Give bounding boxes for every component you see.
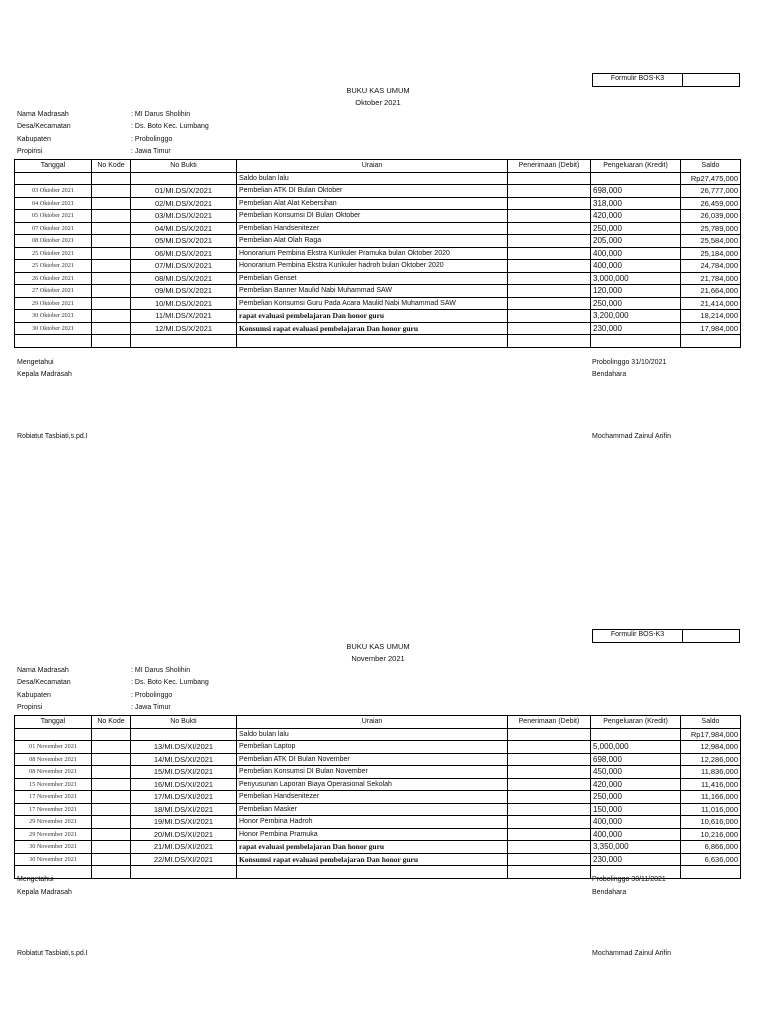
table-row — [15, 841, 741, 854]
cell-bukti: 07/MI.DS/X/2021 — [131, 260, 237, 273]
cell-date: 08 November 2021 — [15, 766, 92, 779]
cell-bukti: 22/MI.DS/XI/2021 — [131, 853, 237, 866]
cell-kode — [92, 322, 131, 335]
cell-kredit: 250,000 — [591, 222, 681, 235]
cell-bukti: 08/MI.DS/X/2021 — [131, 272, 237, 285]
table-row — [15, 247, 741, 260]
cell-date: 04 Oktober 2021 — [15, 197, 92, 210]
cell-empty — [92, 335, 131, 348]
cell-empty — [237, 866, 508, 879]
cell-debit — [508, 210, 591, 223]
place-date: Probolinggo 30/11/2021 — [592, 876, 666, 883]
cell-bukti: 16/MI.DS/XI/2021 — [131, 778, 237, 791]
table-row — [15, 185, 741, 198]
cell-uraian: Pembelian ATK DI Bulan November — [237, 753, 508, 766]
cell-date: 30 Oktober 2021 — [15, 310, 92, 323]
label-desa: Desa/Kecamatan — [17, 123, 71, 130]
cell-kode — [92, 172, 131, 185]
cell-date: 07 Oktober 2021 — [15, 222, 92, 235]
cell-date: 29 November 2021 — [15, 816, 92, 829]
cell-saldo: 26,459,000 — [681, 197, 741, 210]
cell-kode — [92, 285, 131, 298]
cell-kode — [92, 753, 131, 766]
table-row — [15, 766, 741, 779]
label-prop: Propinsi — [17, 148, 43, 155]
cell-uraian: Honorarium Pembina Ekstra Kurikuler hadroh bulan Oktober 2020 — [237, 260, 508, 273]
ledger-table — [14, 159, 741, 348]
table-row — [15, 310, 741, 323]
cell-uraian: Konsumsi rapat evaluasi pembelajaran Dan honor guru — [237, 853, 508, 866]
cell-date: 30 November 2021 — [15, 841, 92, 854]
cell-uraian: Pembelian Genset — [237, 272, 508, 285]
cell-kredit: 400,000 — [591, 816, 681, 829]
cell-bukti: 13/MI.DS/XI/2021 — [131, 741, 237, 754]
cell-bukti: 11/MI.DS/X/2021 — [131, 310, 237, 323]
cell-uraian: Saldo bulan lalu — [237, 172, 508, 185]
cell-date: 03 Oktober 2021 — [15, 185, 92, 198]
cell-kode — [92, 210, 131, 223]
form-code-box — [592, 629, 740, 643]
cell-kredit: 250,000 — [591, 297, 681, 310]
label-nama: Nama Madrasah — [17, 111, 69, 118]
cell-saldo: Rp17,984,000 — [681, 728, 741, 741]
label-kab: Kabupaten — [17, 136, 51, 143]
cell-kode — [92, 828, 131, 841]
col-no-kode: No Kode — [92, 160, 131, 173]
cell-kredit: 400,000 — [591, 828, 681, 841]
cell-kredit: 400,000 — [591, 247, 681, 260]
cell-debit — [508, 853, 591, 866]
cell-date — [15, 728, 92, 741]
col-tanggal: Tanggal — [15, 160, 92, 173]
cell-uraian: Honor Pembina Pramuka — [237, 828, 508, 841]
cell-date: 26 Oktober 2021 — [15, 272, 92, 285]
cell-debit — [508, 172, 591, 185]
value-desa: : Ds. Boto Kec. Lumbang — [131, 679, 209, 686]
form-code-box — [592, 73, 740, 87]
cell-debit — [508, 222, 591, 235]
cell-kredit: 698,000 — [591, 185, 681, 198]
label-prop: Propinsi — [17, 704, 43, 711]
form-code: Formulir BOS-K3 — [610, 631, 665, 638]
cell-uraian: Pembelian Alat Olah Raga — [237, 235, 508, 248]
cell-debit — [508, 803, 591, 816]
cell-bukti: 19/MI.DS/XI/2021 — [131, 816, 237, 829]
col-no-bukti: No Bukti — [131, 716, 237, 729]
table-row — [15, 853, 741, 866]
ledger-title: BUKU KAS UMUM — [346, 86, 410, 95]
cell-uraian: Penyusunan Laporan Biaya Operasional Sekolah — [237, 778, 508, 791]
cell-saldo: 6,636,000 — [681, 853, 741, 866]
cell-debit — [508, 310, 591, 323]
cell-uraian: Pembelian Konsumsi Guru Pada Acara Maulid Nabi Muhammad SAW — [237, 297, 508, 310]
cell-debit — [508, 247, 591, 260]
cell-debit — [508, 828, 591, 841]
table-header-row — [15, 716, 741, 729]
table-row — [15, 197, 741, 210]
kepala-name: Robiatut Tasbiati,s.pd.I — [17, 950, 88, 957]
cell-saldo: 11,166,000 — [681, 791, 741, 804]
cell-debit — [508, 260, 591, 273]
cell-debit — [508, 728, 591, 741]
cell-date — [15, 172, 92, 185]
value-nama: : MI Darus Sholihin — [131, 111, 191, 118]
table-row — [15, 297, 741, 310]
cell-kode — [92, 310, 131, 323]
cell-debit — [508, 753, 591, 766]
cell-uraian: Pembelian Handsenitezer — [237, 222, 508, 235]
cell-uraian: Pembelian Konsumsi DI Bulan November — [237, 766, 508, 779]
cell-saldo: 17,984,000 — [681, 322, 741, 335]
cell-bukti: 02/MI.DS/X/2021 — [131, 197, 237, 210]
label-kab: Kabupaten — [17, 692, 51, 699]
cell-date: 29 Oktober 2021 — [15, 297, 92, 310]
cell-kredit: 230,000 — [591, 853, 681, 866]
cell-date: 25 Oktober 2021 — [15, 247, 92, 260]
cell-kredit: 150,000 — [591, 803, 681, 816]
cell-bukti: 20/MI.DS/XI/2021 — [131, 828, 237, 841]
table-row — [15, 235, 741, 248]
cell-bukti — [131, 728, 237, 741]
cell-empty — [508, 866, 591, 879]
table-row — [15, 816, 741, 829]
cell-kode — [92, 235, 131, 248]
cell-debit — [508, 297, 591, 310]
cell-date: 29 November 2021 — [15, 828, 92, 841]
cell-kredit — [591, 728, 681, 741]
value-kab: : Probolinggo — [131, 136, 173, 143]
form-code: Formulir BOS-K3 — [610, 75, 665, 82]
cell-empty — [237, 335, 508, 348]
bendahara-name: Mochammad Zainul Arifin — [592, 433, 671, 440]
cell-empty — [131, 335, 237, 348]
table-header-row — [15, 160, 741, 173]
col-pengeluaran: Pengeluaran (Kredit) — [591, 716, 681, 729]
table-row — [15, 741, 741, 754]
cell-kredit: 420,000 — [591, 210, 681, 223]
cell-kredit: 205,000 — [591, 235, 681, 248]
cell-date: 15 November 2021 — [15, 778, 92, 791]
cell-uraian: Pembelian Alat Alat Kebersihan — [237, 197, 508, 210]
table-row — [15, 285, 741, 298]
ledger-period: November 2021 — [351, 654, 405, 663]
cell-kode — [92, 741, 131, 754]
cell-debit — [508, 791, 591, 804]
cell-kode — [92, 853, 131, 866]
cell-kredit: 120,000 — [591, 285, 681, 298]
cell-kode — [92, 222, 131, 235]
cell-date: 25 Oktober 2021 — [15, 260, 92, 273]
cell-kredit: 3,350,000 — [591, 841, 681, 854]
cell-saldo: Rp27,475,000 — [681, 172, 741, 185]
empty-row — [15, 335, 741, 348]
cell-debit — [508, 841, 591, 854]
cell-debit — [508, 235, 591, 248]
opening-balance-row — [15, 172, 741, 185]
cell-bukti: 01/MI.DS/X/2021 — [131, 185, 237, 198]
cell-kredit: 230,000 — [591, 322, 681, 335]
cell-date: 17 November 2021 — [15, 791, 92, 804]
cell-debit — [508, 816, 591, 829]
cell-kredit: 400,000 — [591, 260, 681, 273]
cell-kode — [92, 803, 131, 816]
kepala-label: Kepala Madrasah — [17, 889, 72, 896]
cell-kredit: 698,000 — [591, 753, 681, 766]
cell-kode — [92, 197, 131, 210]
cell-saldo: 21,664,000 — [681, 285, 741, 298]
table-row — [15, 272, 741, 285]
bendahara-label: Bendahara — [592, 889, 627, 896]
mengetahui-label: Mengetahui — [17, 359, 54, 366]
cell-date: 30 November 2021 — [15, 853, 92, 866]
cell-date: 05 Oktober 2021 — [15, 210, 92, 223]
cell-saldo: 11,416,000 — [681, 778, 741, 791]
cell-saldo: 11,836,000 — [681, 766, 741, 779]
cell-bukti: 21/MI.DS/XI/2021 — [131, 841, 237, 854]
cell-uraian: Konsumsi rapat evaluasi pembelajaran Dan honor guru — [237, 322, 508, 335]
cell-kredit: 250,000 — [591, 791, 681, 804]
value-kab: : Probolinggo — [131, 692, 173, 699]
cell-bukti: 05/MI.DS/X/2021 — [131, 235, 237, 248]
cell-saldo: 6,866,000 — [681, 841, 741, 854]
table-row — [15, 828, 741, 841]
cell-saldo: 21,414,000 — [681, 297, 741, 310]
value-prop: : Jawa Timur — [131, 704, 171, 711]
cell-kredit: 318,000 — [591, 197, 681, 210]
col-saldo: Saldo — [681, 160, 741, 173]
cell-bukti — [131, 172, 237, 185]
cell-date: 30 Oktober 2021 — [15, 322, 92, 335]
col-pengeluaran: Pengeluaran (Kredit) — [591, 160, 681, 173]
cell-empty — [508, 335, 591, 348]
cell-debit — [508, 778, 591, 791]
value-desa: : Ds. Boto Kec. Lumbang — [131, 123, 209, 130]
table-row — [15, 222, 741, 235]
cell-kode — [92, 766, 131, 779]
cell-saldo: 25,584,000 — [681, 235, 741, 248]
cell-saldo: 10,216,000 — [681, 828, 741, 841]
opening-balance-row — [15, 728, 741, 741]
cell-saldo: 12,286,000 — [681, 753, 741, 766]
col-penerimaan: Penerimaan (Debit) — [508, 160, 591, 173]
cell-saldo: 10,616,000 — [681, 816, 741, 829]
bendahara-name: Mochammad Zainul Arifin — [592, 950, 671, 957]
cell-bukti: 12/MI.DS/X/2021 — [131, 322, 237, 335]
cell-date: 08 Oktober 2021 — [15, 235, 92, 248]
table-row — [15, 753, 741, 766]
cell-bukti: 14/MI.DS/XI/2021 — [131, 753, 237, 766]
cell-uraian: Pembelian Konsumsi DI Bulan Oktober — [237, 210, 508, 223]
kepala-name: Robiatut Tasbiati,s.pd.I — [17, 433, 88, 440]
cell-debit — [508, 272, 591, 285]
cell-kode — [92, 841, 131, 854]
cell-kode — [92, 791, 131, 804]
cell-uraian: rapat evaluasi pembelajaran Dan honor guru — [237, 310, 508, 323]
cell-uraian: Honorarium Pembina Ekstra Kurikuler Pramuka bulan Oktober 2020 — [237, 247, 508, 260]
table-row — [15, 803, 741, 816]
cell-saldo: 11,016,000 — [681, 803, 741, 816]
label-nama: Nama Madrasah — [17, 667, 69, 674]
cell-kode — [92, 297, 131, 310]
cell-bukti: 04/MI.DS/X/2021 — [131, 222, 237, 235]
cell-saldo: 26,039,000 — [681, 210, 741, 223]
cell-uraian: Pembelian Banner Maulid Nabi Muhammad SAW — [237, 285, 508, 298]
col-no-kode: No Kode — [92, 716, 131, 729]
cell-bukti: 03/MI.DS/X/2021 — [131, 210, 237, 223]
cell-uraian: Pembelian Handsenitezer — [237, 791, 508, 804]
bendahara-label: Bendahara — [592, 371, 627, 378]
cell-kode — [92, 728, 131, 741]
cell-saldo: 18,214,000 — [681, 310, 741, 323]
cell-bukti: 15/MI.DS/XI/2021 — [131, 766, 237, 779]
cell-empty — [15, 335, 92, 348]
cell-empty — [681, 866, 741, 879]
cell-debit — [508, 185, 591, 198]
table-row — [15, 778, 741, 791]
cell-saldo: 25,184,000 — [681, 247, 741, 260]
col-tanggal: Tanggal — [15, 716, 92, 729]
cell-saldo: 25,789,000 — [681, 222, 741, 235]
cell-kredit: 3,000,000 — [591, 272, 681, 285]
cell-date: 27 Oktober 2021 — [15, 285, 92, 298]
cell-debit — [508, 285, 591, 298]
cell-uraian: Pembelian Laptop — [237, 741, 508, 754]
cell-uraian: Saldo bulan lalu — [237, 728, 508, 741]
cell-bukti: 10/MI.DS/X/2021 — [131, 297, 237, 310]
cell-empty — [92, 866, 131, 879]
cell-kode — [92, 185, 131, 198]
ledger-period: Oktober 2021 — [355, 98, 401, 107]
cell-bukti: 09/MI.DS/X/2021 — [131, 285, 237, 298]
cell-saldo: 21,784,000 — [681, 272, 741, 285]
cell-bukti: 18/MI.DS/XI/2021 — [131, 803, 237, 816]
cell-kredit: 3,200,000 — [591, 310, 681, 323]
col-saldo: Saldo — [681, 716, 741, 729]
label-desa: Desa/Kecamatan — [17, 679, 71, 686]
cell-kode — [92, 778, 131, 791]
cell-date: 01 November 2021 — [15, 741, 92, 754]
cell-uraian: Pembelian ATK DI Bulan Oktober — [237, 185, 508, 198]
cell-bukti: 17/MI.DS/XI/2021 — [131, 791, 237, 804]
table-row — [15, 260, 741, 273]
cell-date: 08 November 2021 — [15, 753, 92, 766]
col-penerimaan: Penerimaan (Debit) — [508, 716, 591, 729]
cell-uraian: Honor Pembina Hadroh — [237, 816, 508, 829]
cell-debit — [508, 322, 591, 335]
cell-empty — [591, 335, 681, 348]
cell-uraian: Pembelian Masker — [237, 803, 508, 816]
cell-saldo: 12,984,000 — [681, 741, 741, 754]
cell-debit — [508, 741, 591, 754]
cell-kredit — [591, 172, 681, 185]
value-prop: : Jawa Timur — [131, 148, 171, 155]
cell-kode — [92, 247, 131, 260]
place-date: Probolinggo 31/10/2021 — [592, 359, 667, 366]
ledger-table — [14, 715, 741, 879]
cell-kode — [92, 260, 131, 273]
cell-uraian: rapat evaluasi pembelajaran Dan honor guru — [237, 841, 508, 854]
cell-saldo: 24,784,000 — [681, 260, 741, 273]
col-no-bukti: No Bukti — [131, 160, 237, 173]
value-nama: : MI Darus Sholihin — [131, 667, 191, 674]
table-row — [15, 791, 741, 804]
mengetahui-label: Mengetahui — [17, 876, 54, 883]
ledger-title: BUKU KAS UMUM — [346, 642, 410, 651]
col-uraian: Uraian — [237, 716, 508, 729]
table-row — [15, 210, 741, 223]
cell-kredit: 5,000,000 — [591, 741, 681, 754]
cell-debit — [508, 766, 591, 779]
cell-kredit: 420,000 — [591, 778, 681, 791]
cell-kode — [92, 816, 131, 829]
cell-kredit: 450,000 — [591, 766, 681, 779]
cell-kode — [92, 272, 131, 285]
col-uraian: Uraian — [237, 160, 508, 173]
cell-saldo: 26,777,000 — [681, 185, 741, 198]
table-row — [15, 322, 741, 335]
cell-empty — [131, 866, 237, 879]
cell-empty — [681, 335, 741, 348]
cell-date: 17 November 2021 — [15, 803, 92, 816]
cell-debit — [508, 197, 591, 210]
kepala-label: Kepala Madrasah — [17, 371, 72, 378]
cell-bukti: 06/MI.DS/X/2021 — [131, 247, 237, 260]
